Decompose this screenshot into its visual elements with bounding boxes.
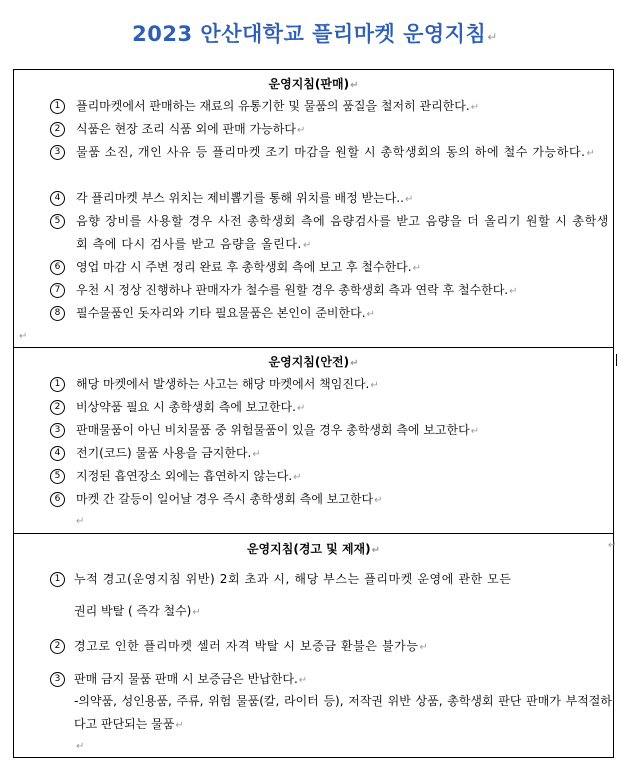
paragraph-mark: ↵: [76, 741, 85, 752]
circled-number: 4: [50, 446, 65, 461]
section-title-safety: 운영지침(안전)↵: [268, 355, 359, 369]
circled-number: 3: [50, 145, 65, 160]
document-title: 2023 안산대학교 플리마켓 운영지침↵: [132, 22, 498, 46]
paragraph-mark: ↵: [19, 331, 28, 342]
circled-number: 2: [50, 639, 65, 654]
paragraph-mark: ↵: [76, 516, 85, 527]
circled-number: 6: [50, 260, 65, 275]
circled-number: 1: [50, 572, 65, 587]
circled-number: 3: [50, 423, 65, 438]
list-item-note: -의약품, 성인용품, 주류, 위험 물품(칼, 라이터 등), 저작권 위반 상품, 총학생회 판단 판매가 부적절하다고 판단되는 물품↵: [74, 694, 612, 731]
section-title-warning: 운영지침(경고 및 제재)↵: [246, 542, 381, 556]
list-item-continuation: 권리 박탈 ( 즉각 철수)↵: [74, 604, 201, 618]
circled-number: 8: [50, 306, 65, 321]
text-cursor: [616, 354, 617, 366]
circled-number: 1: [50, 99, 65, 114]
circled-number: 2: [50, 400, 65, 415]
circled-number: 2: [50, 122, 65, 137]
paragraph-mark: ↵: [608, 540, 617, 551]
circled-number: 4: [50, 191, 65, 206]
circled-number: 7: [50, 283, 65, 298]
circled-number: 1: [50, 377, 65, 392]
circled-number: 5: [50, 469, 65, 484]
section-title-sales: 운영지침(판매)↵: [268, 77, 359, 91]
circled-number: 6: [50, 492, 65, 507]
table-divider: [14, 347, 613, 348]
circled-number: 3: [50, 672, 65, 687]
circled-number: 5: [50, 214, 65, 229]
guidelines-table: 운영지침(판매)↵ 1 플리마켓에서 판매하는 재료의 유통기한 및 물품의 품질을 철저히 관리한다.↵ 2 식품은 현장 조리 식품 외에 판매 가능하다↵ 3 물품 소진, 개인 사유 등 플리마켓 조기 마감을 원할 시 총학생회의 동의 하에 철수 가능하다.↵ 4 각 플리마켓 부스 위치는 제비뽑기를 통해 위치를 배정 받는다..↵ 5 음향 장비를 사용할 경우 사전 총학생회 측에 음량검사를 받고 음량을 더 올리기 원할 시 총학생회 측에 다시 검사를 받고 음량을 올린다.↵ 6 영업 마감 시 주변 정리 완료 후 총학생회 측에 보고 후 철수한다.↵ 7 우천 시 정상 진행하나 판매자가 철수를 원할 경우 총학생회 측과 연락 후 철수한다.↵ 8 필수물품인 돗자리와 기타 필요물품은 본인이 준비한다.↵ ↵ 운영지침(안전)↵ 1 해당 마켓에서 발생하는 사고는 해당 마켓에서 책임진다.↵ 2 비상약품 필요 시 총학생회 측에 보고한다.↵ 3 판매물품이 아닌 비치물품 중 위험물품이 있을 경우 총학생회 측에 보고한다↵ 4 전기(코드) 물품 사용을 금지한다.↵ 5 지정된 흡연장소 외에는 흡연하지 않는다.↵ 6 마켓 간 갈등이 일어날 경우 즉시 총학생회 측에 보고한다↵ ↵ 운영지침(경고 및 제재)↵ ↵ 1 누적 경고(운영지침 위반) 2회 초과 시, 해당 부스는 플리마켓 운영에 관한 모든 권리 박탈 ( 즉각 철수)↵ 2 경고로 인한 플리마켓 셀러 자격 박탈 시 보증금 환불은 불가능↵ 3 판매 금지 물품 판매 시 보증금은 반납한다.↵ -의약품, 성인용품, 주류, 위험 물품(칼, 라이터 등), 저작권 위반 상품, 총학생회 판단 판매가 부적절하다고 판단되는 물품↵ ↵: [13, 69, 614, 758]
table-divider: [14, 533, 613, 534]
